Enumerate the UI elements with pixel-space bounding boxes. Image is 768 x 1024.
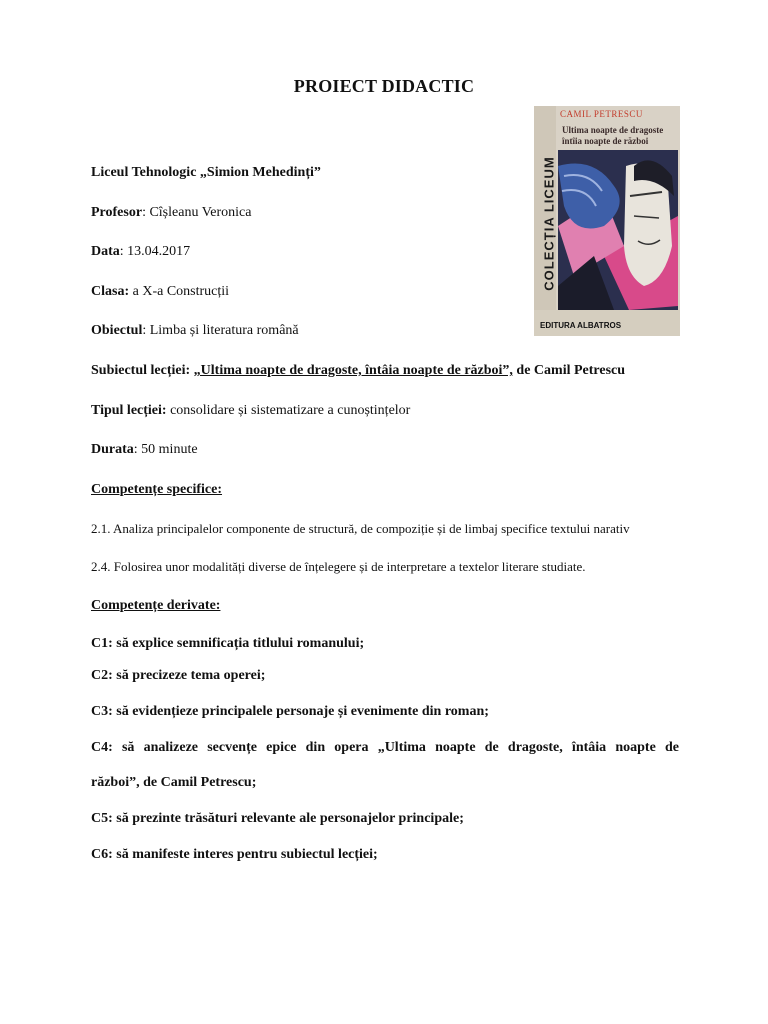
- lesson-type-value: consolidare și sistematizare a cunoștințelor: [166, 403, 411, 418]
- date-label: Data: [91, 244, 120, 259]
- derived-competence-c6: C6: să manifeste interes pentru subiectul lecției;: [91, 847, 378, 862]
- lesson-subject-label: Subiectul lecției:: [91, 363, 194, 378]
- lesson-subject-line: [91, 362, 625, 380]
- document-title: PROIECT DIDACTIC: [293, 76, 475, 96]
- cover-author: CAMIL PETRESCU: [560, 109, 643, 119]
- class-line: [91, 283, 229, 301]
- teacher-line: [91, 204, 251, 222]
- lesson-subject-title: „Ultima noapte de dragoste, întâia noapte de război”,: [193, 363, 513, 378]
- specific-competence-item: 2.4. Folosirea unor modalități diverse de înțelegere și de interpretare a textelor literare studiate.: [91, 559, 586, 574]
- cover-publisher: EDITURA ALBATROS: [540, 321, 622, 330]
- duration-label: Durata: [91, 442, 134, 457]
- derived-competences-heading: Competențe derivate:: [91, 598, 221, 613]
- derived-competence-c1: C1: să explice semnificația titlului romanului;: [91, 636, 365, 651]
- specific-competence-item: 2.1. Analiza principalelor componente de structură, de compoziție și de limbaj specifice textului narativ: [91, 521, 630, 536]
- cover-title-line1: Ultima noapte de dragoste: [562, 125, 664, 135]
- book-cover-image: [534, 106, 680, 336]
- cover-collection: COLECȚIA LICEUM: [541, 156, 557, 291]
- duration-value: : 50 minute: [133, 442, 198, 457]
- derived-competence-c3: C3: să evidențieze principalele personaje și evenimente din roman;: [91, 704, 489, 719]
- subject-line: [91, 322, 299, 340]
- derived-competence-c2: C2: să precizeze tema operei;: [91, 668, 266, 683]
- school-name: Liceul Tehnologic „Simion Mehedinți”: [91, 165, 321, 180]
- lesson-subject-author: de Camil Petrescu: [512, 363, 626, 378]
- date-value: : 13.04.2017: [119, 244, 191, 259]
- derived-competence-c5: C5: să prezinte trăsături relevante ale personajelor principale;: [91, 811, 464, 826]
- class-label: Clasa:: [91, 284, 130, 299]
- duration-line: [91, 441, 198, 459]
- class-value: a X-a Construcții: [129, 284, 230, 299]
- teacher-label: Profesor: [91, 205, 143, 220]
- derived-competence-c4-line2: război”, de Camil Petrescu;: [91, 775, 257, 790]
- derived-competence-c4-line1: C4: să analizeze secvențe epice din opera „Ultima noapte de dragoste, întâia noapte de: [91, 740, 679, 755]
- subject-label: Obiectul: [91, 323, 143, 338]
- specific-competences-heading: Competențe specifice:: [91, 482, 223, 497]
- cover-title-line2: întîia noapte de război: [562, 136, 649, 146]
- lesson-type-label: Tipul lecției:: [91, 403, 167, 418]
- lesson-type-line: [91, 402, 410, 420]
- date-line: [91, 243, 190, 261]
- subject-value: : Limba și literatura română: [142, 323, 299, 338]
- teacher-value: : Cîșleanu Veronica: [142, 205, 252, 220]
